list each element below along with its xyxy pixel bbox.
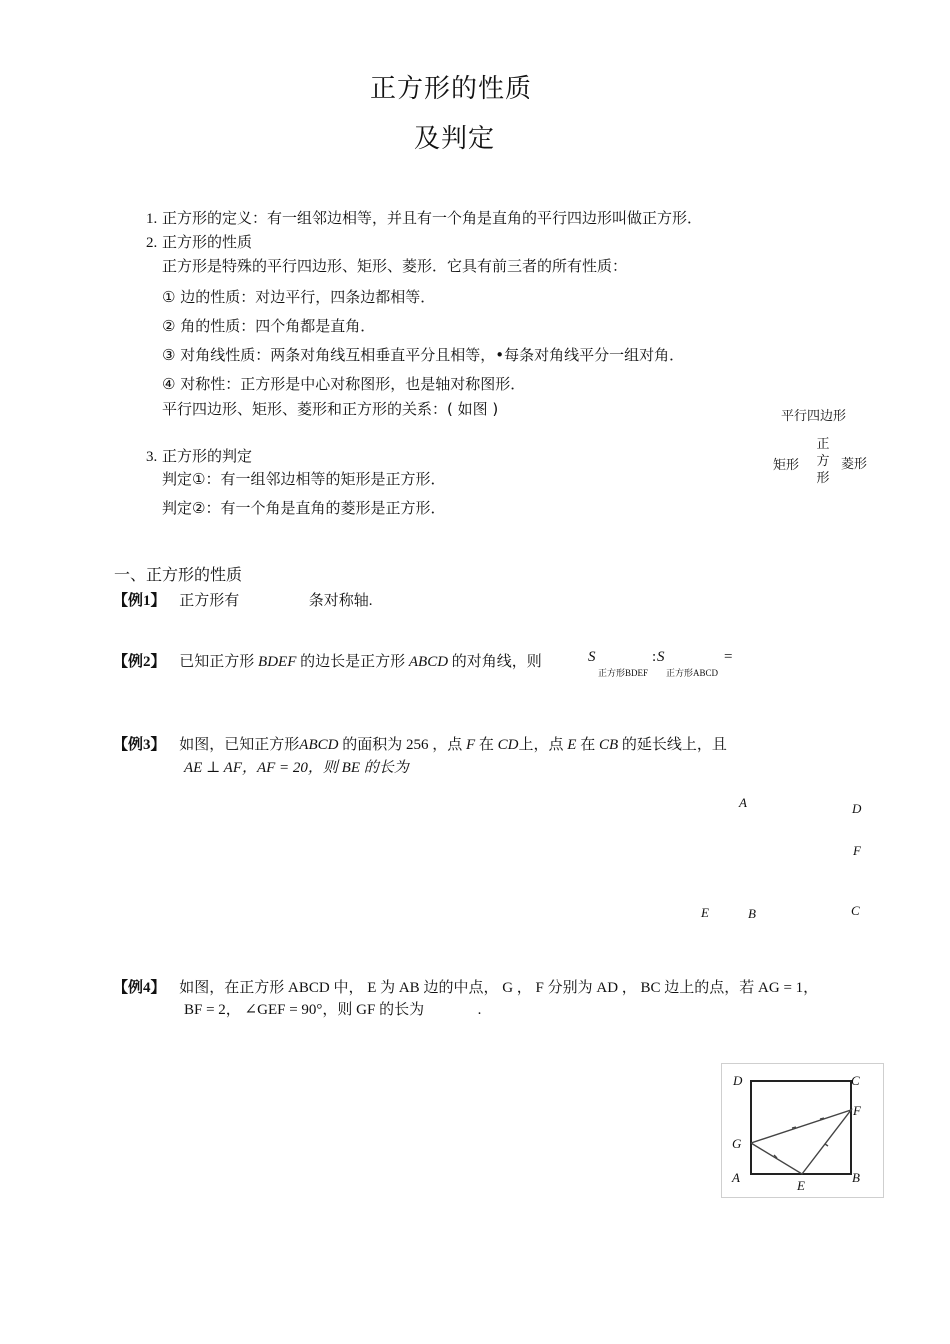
math-number: 256 xyxy=(405,737,429,753)
fig4-label-b: B xyxy=(852,1170,860,1185)
tick-mark xyxy=(792,1127,796,1128)
example-text: 在 xyxy=(580,737,596,753)
relation-text: 平行四边形、矩形、菱形和正方形的关系：( 如图 ) xyxy=(162,400,499,418)
example-2 xyxy=(113,650,542,671)
example-tag: 【例2】 xyxy=(113,654,166,670)
math-var: BDEF xyxy=(258,654,297,670)
example-text: 已知正方形 xyxy=(179,654,255,670)
area-symbol-1: S xyxy=(588,649,596,665)
fig3-label-b: B xyxy=(748,906,756,921)
item-text: 有一组邻边相等，并且有一个角是直角的平行四边形叫做正方形． xyxy=(267,209,703,227)
math-var: CB xyxy=(598,737,619,753)
item-heading: 正方形的定义： xyxy=(162,211,268,227)
example-tag: 【例4】 xyxy=(113,980,166,996)
property-sides: ① 边的性质：对边平行，四条边都相等． xyxy=(162,288,436,306)
example-text: 的边长是正方形 xyxy=(300,654,406,670)
item-heading: 正方形的判定 xyxy=(162,449,253,465)
item-number: 2. xyxy=(146,235,158,251)
area-subscript-1: 正方形BDEF xyxy=(598,668,649,678)
example-4-figure xyxy=(721,1063,884,1198)
tick-mark xyxy=(820,1118,824,1119)
summary-item-2 xyxy=(146,231,252,252)
fig3-label-f: F xyxy=(853,843,861,858)
area-subscript-2: 正方形ABCD xyxy=(666,668,719,678)
fig3-label-a: A xyxy=(739,795,747,810)
square-char: 形 xyxy=(816,471,830,486)
math-var: ABCD xyxy=(299,737,339,753)
square-char: 方 xyxy=(816,454,830,469)
example-text: 正方形有 xyxy=(179,593,240,609)
tick-mark xyxy=(825,1144,828,1146)
judge-1: 判定①：有一组邻边相等的矩形是正方形． xyxy=(162,470,446,488)
example-4-line2 xyxy=(184,998,481,1019)
summary-item-3 xyxy=(146,445,252,466)
example-text: 的对角线，则 xyxy=(451,654,542,670)
judge-2: 判定②：有一个角是直角的菱形是正方形． xyxy=(162,499,446,517)
item-number: 3. xyxy=(146,449,158,465)
example-text: 条对称轴. xyxy=(308,593,373,609)
fig3-label-d: D xyxy=(852,801,862,816)
label-rhombus: 菱形 xyxy=(841,457,868,472)
property-symmetry: ④ 对称性：正方形是中心对称图形，也是轴对称图形． xyxy=(162,375,526,393)
area-symbol-2: S xyxy=(657,649,665,665)
fig4-label-d: D xyxy=(733,1073,743,1088)
section-heading: 一、正方形的性质 xyxy=(114,565,243,584)
example-text: 上，点 xyxy=(518,737,564,753)
example-4 xyxy=(113,976,818,997)
example-1 xyxy=(113,589,373,610)
page-title: 正方形的性质 xyxy=(370,74,533,104)
equals-sign: = xyxy=(724,649,733,665)
fig4-label-g: G xyxy=(732,1136,742,1151)
example-text: 在 xyxy=(478,737,494,753)
label-square xyxy=(815,436,831,487)
example-text: . xyxy=(477,1002,482,1018)
fig3-label-c: C xyxy=(851,903,860,918)
fig4-label-a: A xyxy=(732,1170,740,1185)
example-text: BF = 2， ∠GEF = 90°，则 GF 的长为 xyxy=(184,1002,425,1018)
item-number: 1. xyxy=(146,211,158,227)
property-diagonals: ③ 对角线性质：两条对角线互相垂直平分且相等，•每条对角线平分一组对角． xyxy=(162,346,685,364)
example-3 xyxy=(113,733,727,754)
page-subtitle: 及判定 xyxy=(414,124,496,154)
example-text: 如图，已知正方形 xyxy=(179,737,300,753)
example-tag: 【例1】 xyxy=(113,593,166,609)
example-text: 的延长线上，且 xyxy=(621,737,727,753)
property-angles: ② 角的性质：四个角都是直角． xyxy=(162,317,376,335)
fig4-label-e: E xyxy=(797,1178,805,1193)
fig3-label-e: E xyxy=(701,905,709,920)
example-tag: 【例3】 xyxy=(113,737,166,753)
math-var: F xyxy=(465,737,476,753)
triangle-gef xyxy=(751,1110,851,1174)
square-outline xyxy=(751,1081,851,1174)
example-text: 的面积为 xyxy=(342,737,403,753)
example-text: ，点 xyxy=(432,737,463,753)
summary-item-1 xyxy=(146,207,702,228)
math-var: E xyxy=(567,737,577,753)
fig4-label-f: F xyxy=(853,1103,861,1118)
fig4-label-c: C xyxy=(851,1073,860,1088)
example-3-line2: AE ⊥ AF，AF = 20，则 BE 的长为 xyxy=(184,760,409,776)
ratio-colon: : xyxy=(652,649,657,665)
label-rectangle: 矩形 xyxy=(773,458,800,473)
properties-intro: 正方形是特殊的平行四边形、矩形、菱形．它具有前三者的所有性质： xyxy=(162,257,628,275)
math-var: ABCD xyxy=(408,654,449,670)
math-var: CD xyxy=(497,737,519,753)
item-heading: 正方形的性质 xyxy=(162,235,253,251)
example-text: 如图，在正方形 ABCD 中， E 为 AB 边的中点， G ， F 分别为 AD ， BC 边上的点，若 AG = 1， xyxy=(179,980,819,996)
square-char: 正 xyxy=(816,437,830,452)
label-parallelogram: 平行四边形 xyxy=(781,409,847,424)
